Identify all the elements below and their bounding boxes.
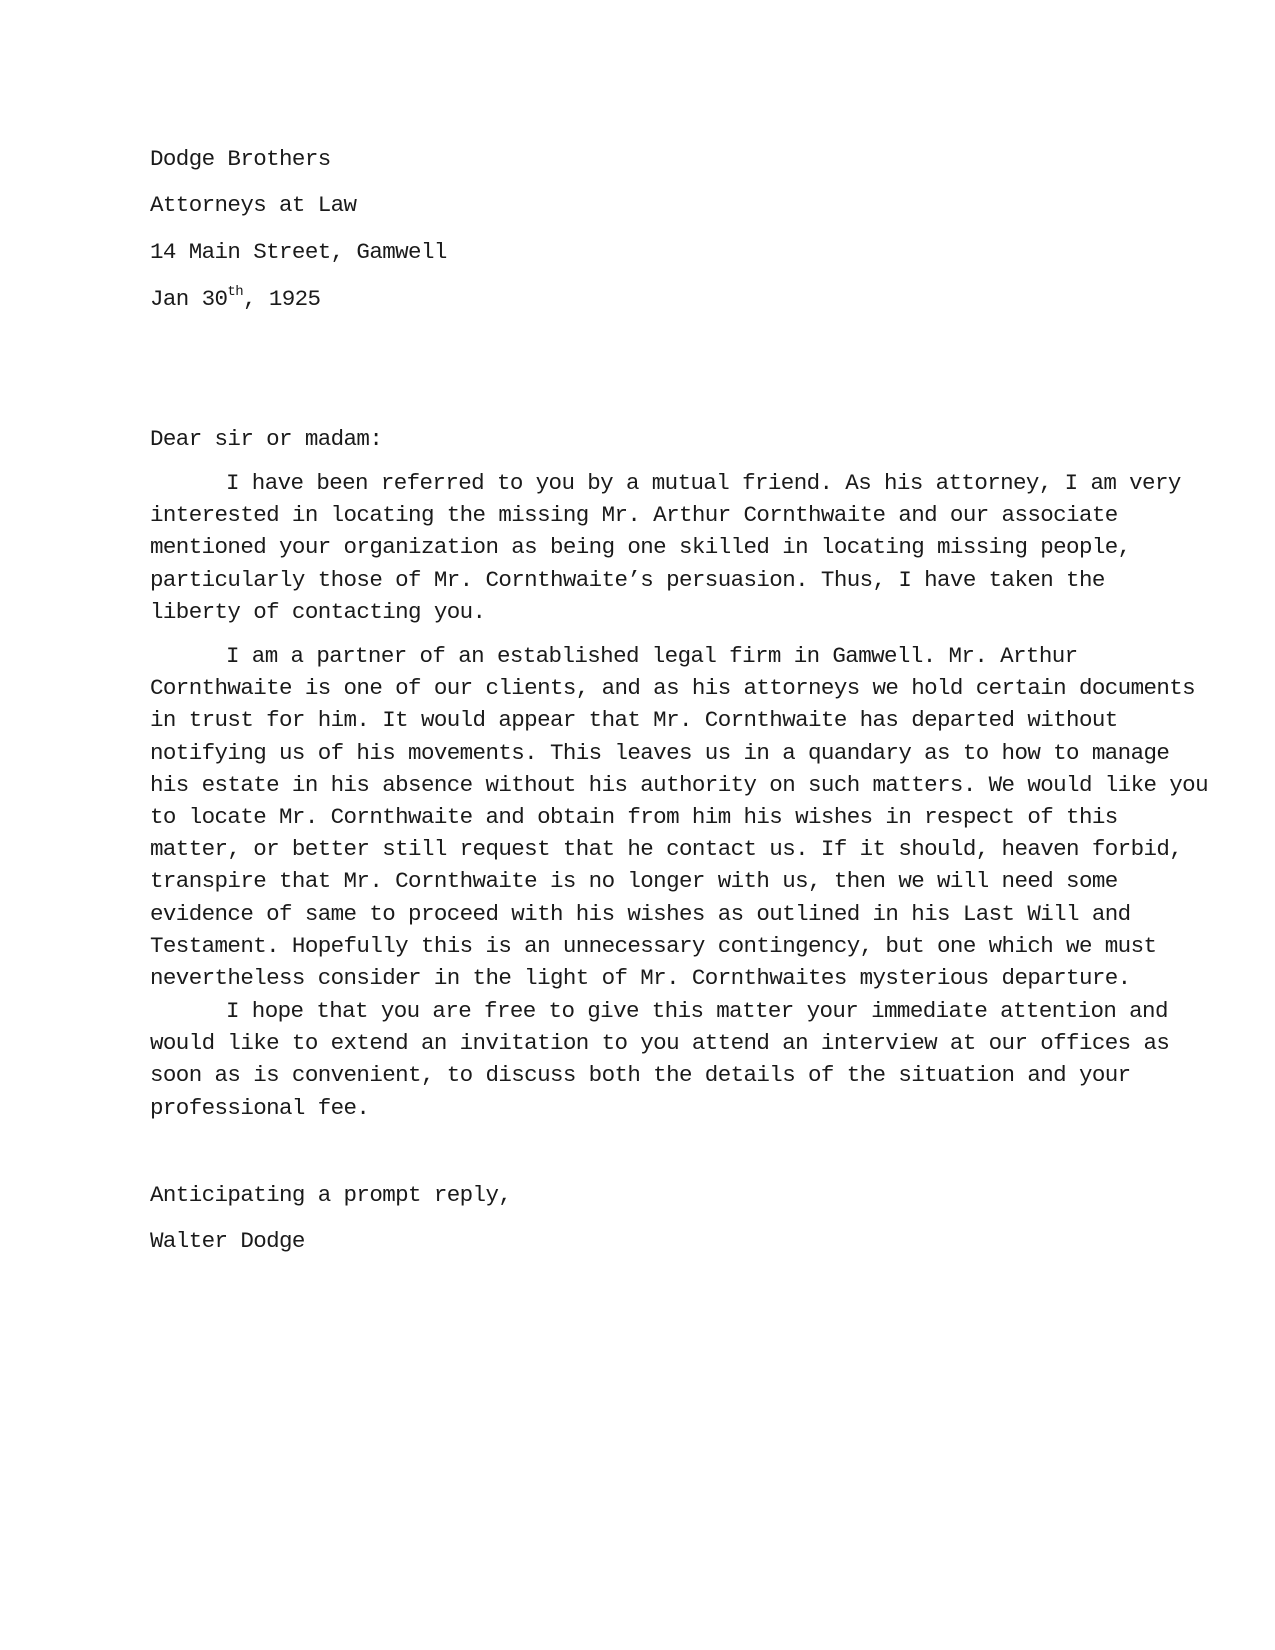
paragraph-line: would like to extend an invitation to you attend an interview at our offices as — [150, 1030, 1170, 1057]
letter-date — [150, 284, 320, 314]
paragraph-line: I am a partner of an established legal firm in Gamwell. Mr. Arthur — [226, 643, 1078, 669]
date-year: , 1925 — [243, 286, 321, 312]
firm-address: 14 Main Street, Gamwell — [150, 239, 447, 265]
paragraph-2 — [150, 640, 1208, 994]
paragraph-line: matter, or better still request that he contact us. If it should, heaven forbid, — [150, 836, 1183, 863]
closing: Anticipating a prompt reply, — [150, 1182, 512, 1208]
paragraph-line: transpire that Mr. Cornthwaite is no longer with us, then we will need some — [150, 868, 1118, 895]
paragraph-line: mentioned your organization as being one skilled in locating missing people, — [150, 534, 1131, 561]
paragraph-line: I have been referred to you by a mutual friend. As his attorney, I am very — [226, 470, 1181, 496]
date-month-day: Jan 30 — [150, 286, 228, 312]
paragraph-3 — [150, 995, 1170, 1124]
firm-name: Dodge Brothers — [150, 146, 331, 172]
paragraph-line: professional fee. — [150, 1094, 370, 1121]
paragraph-1 — [150, 467, 1181, 628]
paragraph-line: evidence of same to proceed with his wishes as outlined in his Last Will and — [150, 900, 1131, 927]
paragraph-line: nevertheless consider in the light of Mr. Cornthwaites mysterious departure. — [150, 965, 1131, 992]
paragraph-line: to locate Mr. Cornthwaite and obtain from him his wishes in respect of this — [150, 804, 1118, 831]
paragraph-line: particularly those of Mr. Cornthwaite’s persuasion. Thus, I have taken the — [150, 566, 1105, 593]
paragraph-line: notifying us of his movements. This leaves us in a quandary as to how to manage — [150, 739, 1170, 766]
paragraph-line: soon as is convenient, to discuss both the details of the situation and your — [150, 1062, 1131, 1089]
firm-title: Attorneys at Law — [150, 192, 357, 218]
paragraph-line: his estate in his absence without his authority on such matters. We would like you — [150, 771, 1208, 798]
date-suffix: th — [227, 284, 244, 300]
salutation: Dear sir or madam: — [150, 426, 383, 452]
signature: Walter Dodge — [150, 1228, 305, 1254]
paragraph-line: Cornthwaite is one of our clients, and as his attorneys we hold certain documents — [150, 675, 1196, 702]
paragraph-line: in trust for him. It would appear that Mr. Cornthwaite has departed without — [150, 707, 1118, 734]
paragraph-line: interested in locating the missing Mr. Arthur Cornthwaite and our associate — [150, 502, 1118, 529]
paragraph-line: liberty of contacting you. — [150, 598, 486, 625]
paragraph-line: Testament. Hopefully this is an unnecessary contingency, but one which we must — [150, 932, 1157, 959]
paragraph-line: I hope that you are free to give this matter your immediate attention and — [226, 998, 1168, 1024]
